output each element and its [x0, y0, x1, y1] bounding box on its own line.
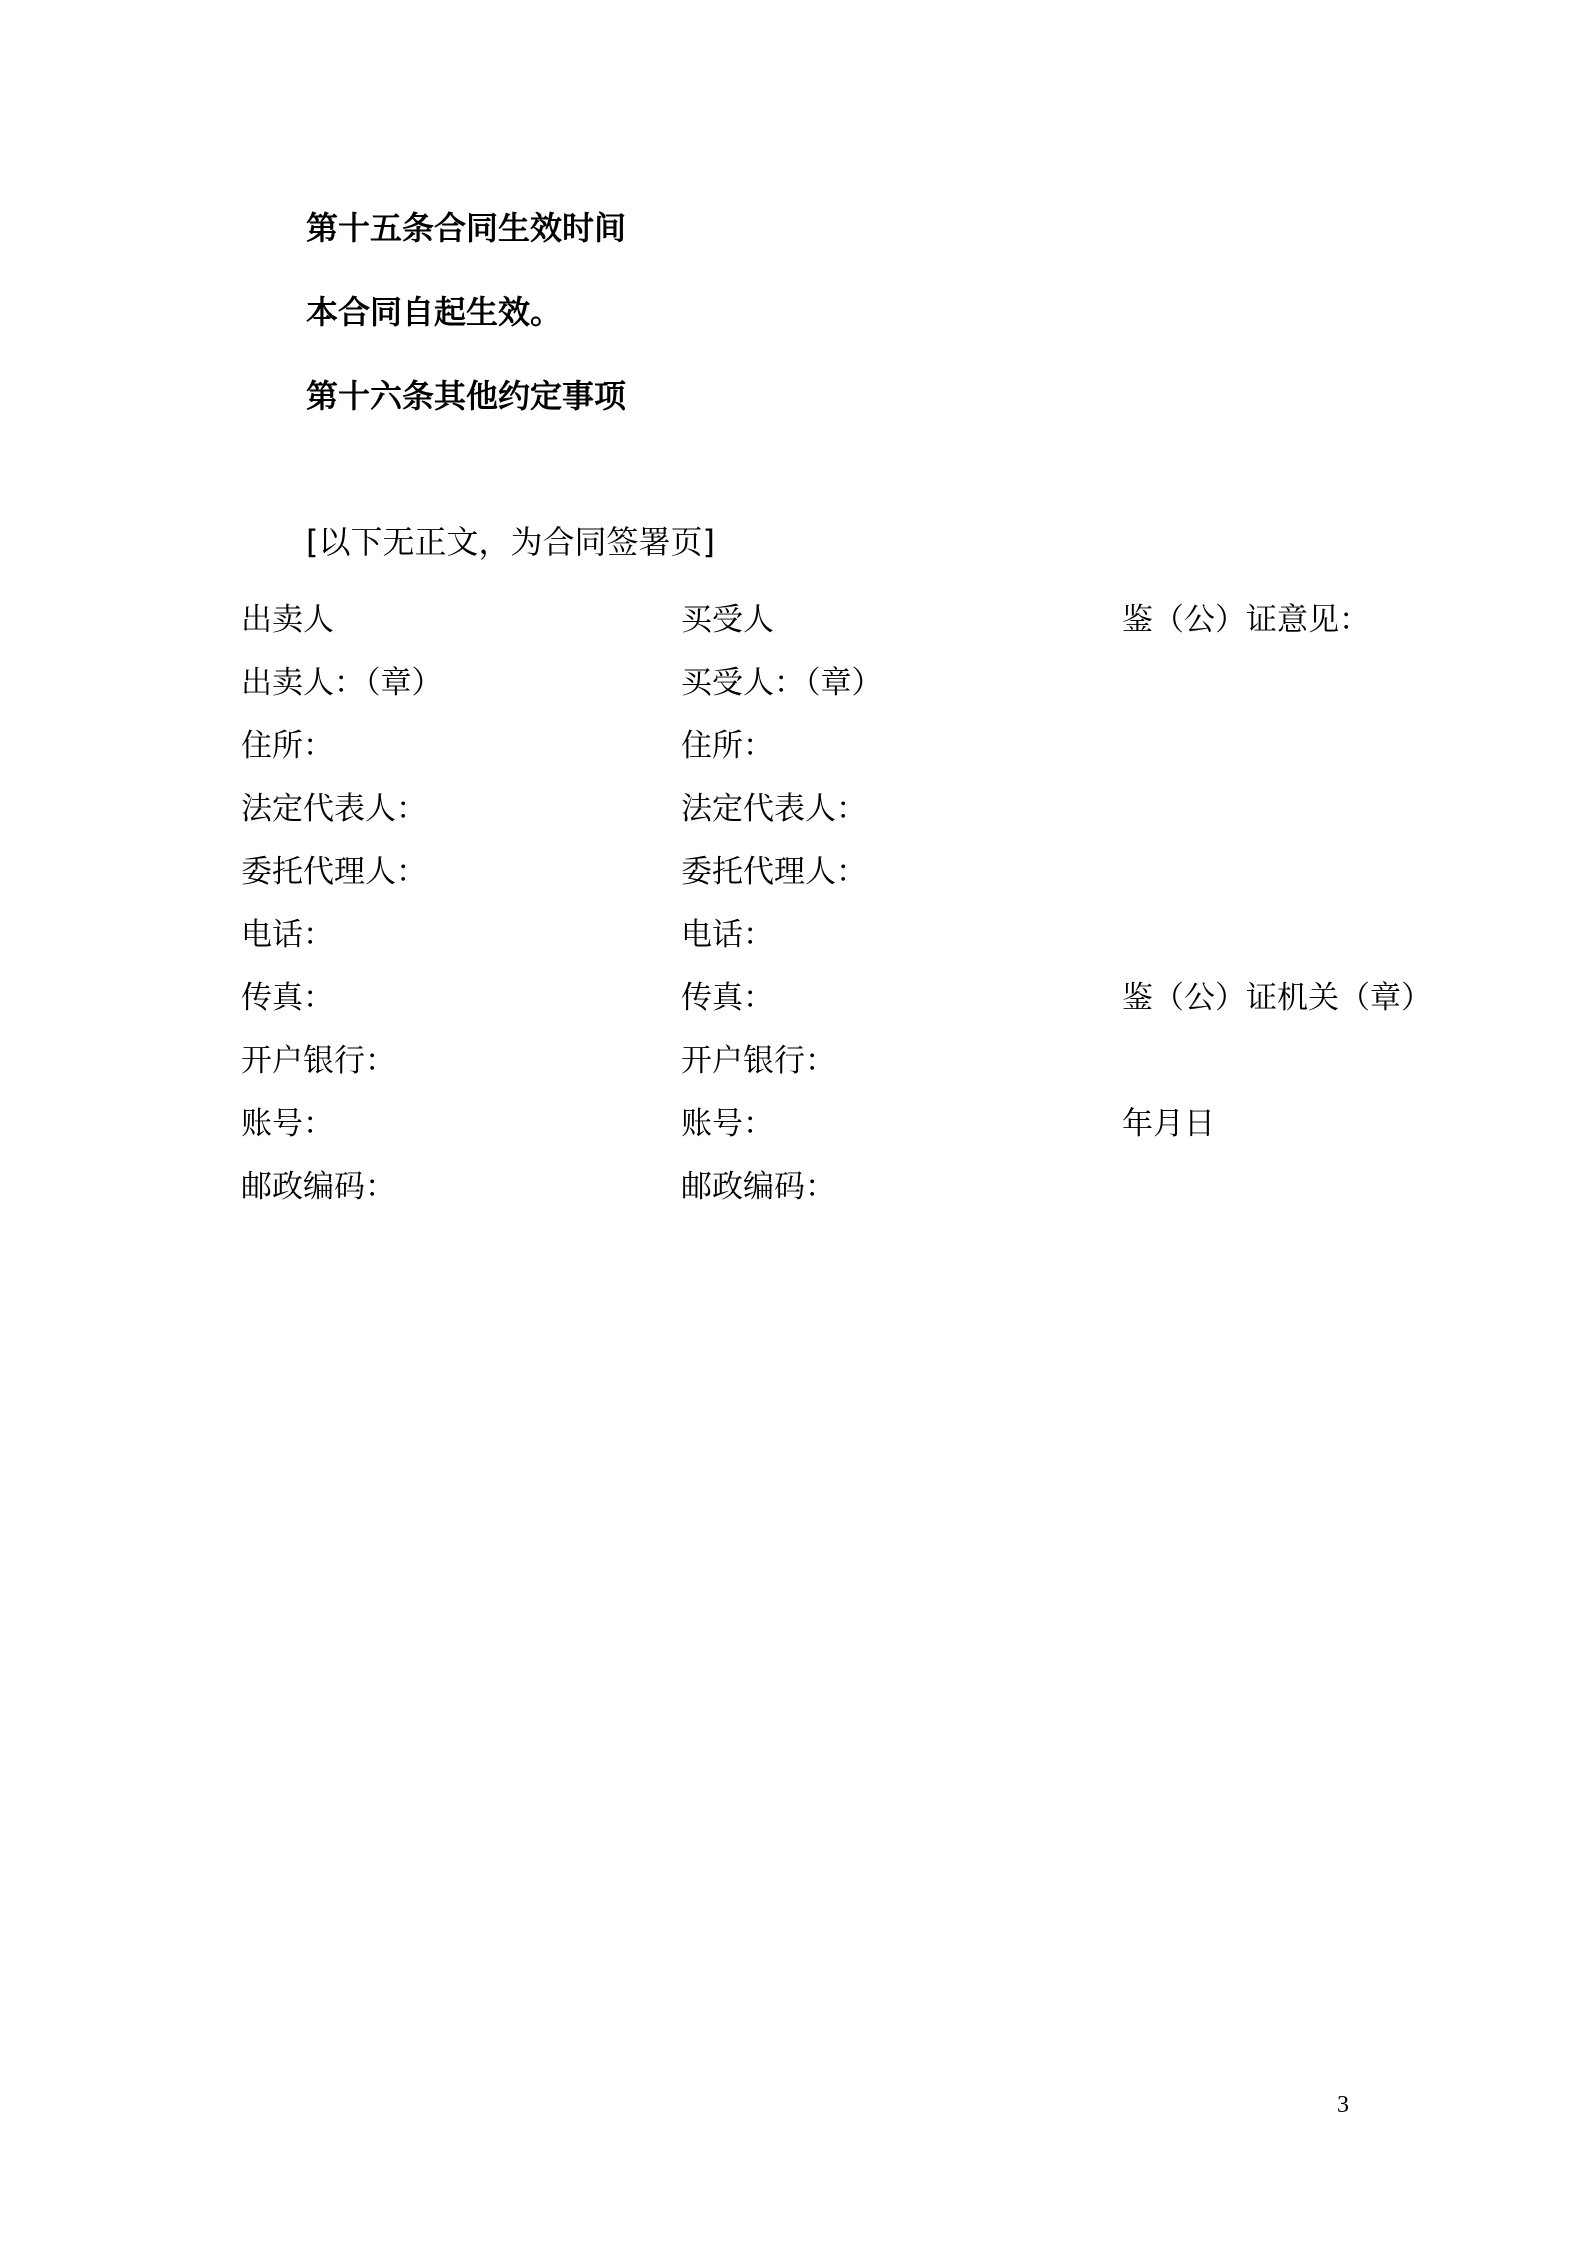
seller-legal-rep-label: 法定代表人： — [241, 791, 427, 827]
page-number: 3 — [1337, 2092, 1349, 2118]
table-row — [241, 598, 1441, 661]
seller-bank-label: 开户银行： — [241, 1043, 396, 1079]
buyer-bank-label: 开户银行： — [681, 1043, 836, 1079]
notary-date-label: 年月日 — [1122, 1106, 1215, 1142]
buyer-seal-label: 买受人：（章） — [681, 665, 883, 701]
seller-seal-label: 出卖人：（章） — [241, 665, 443, 701]
notary-office-seal-label: 鉴（公）证机关（章） — [1122, 980, 1432, 1016]
seller-agent-label: 委托代理人： — [241, 854, 427, 890]
table-row — [241, 1039, 1441, 1102]
buyer-phone-label: 电话： — [681, 917, 774, 953]
table-row — [241, 724, 1441, 787]
buyer-header: 买受人 — [681, 602, 774, 638]
table-row — [241, 1165, 1441, 1228]
seller-account-label: 账号： — [241, 1106, 334, 1142]
buyer-address-label: 住所： — [681, 728, 774, 764]
buyer-agent-label: 委托代理人： — [681, 854, 867, 890]
buyer-account-label: 账号： — [681, 1106, 774, 1142]
table-row — [241, 850, 1441, 913]
seller-header: 出卖人 — [241, 602, 334, 638]
seller-postcode-label: 邮政编码： — [241, 1169, 396, 1205]
notary-opinion-label: 鉴（公）证意见： — [1122, 602, 1370, 638]
buyer-postcode-label: 邮政编码： — [681, 1169, 836, 1205]
article-16-title: 第十六条其他约定事项 — [306, 377, 627, 415]
seller-fax-label: 传真： — [241, 980, 334, 1016]
table-row — [241, 1102, 1441, 1165]
buyer-legal-rep-label: 法定代表人： — [681, 791, 867, 827]
table-row — [241, 661, 1441, 724]
table-row — [241, 976, 1441, 1039]
no-text-note: [以下无正文，为合同签署页] — [306, 523, 715, 561]
signature-table — [241, 598, 1441, 1228]
table-row — [241, 913, 1441, 976]
seller-phone-label: 电话： — [241, 917, 334, 953]
seller-address-label: 住所： — [241, 728, 334, 764]
buyer-fax-label: 传真： — [681, 980, 774, 1016]
article-15-title: 第十五条合同生效时间 — [306, 209, 627, 247]
table-row — [241, 787, 1441, 850]
article-15-body: 本合同自起生效。 — [306, 293, 563, 331]
